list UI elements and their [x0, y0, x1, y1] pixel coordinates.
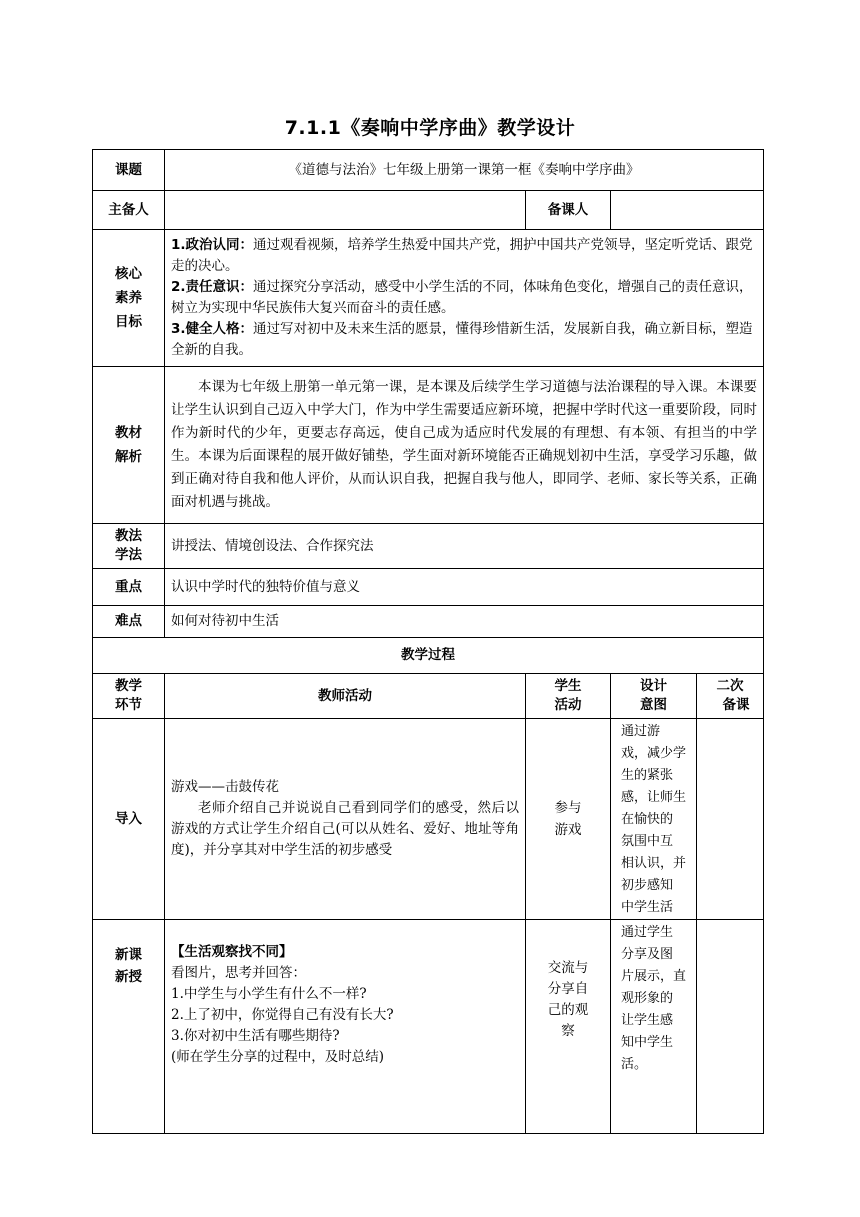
header-second: 二次 备课 [697, 674, 764, 719]
row-stage-new [93, 920, 764, 1134]
stage-intro-second [697, 719, 764, 920]
co-preparer-label: 备课人 [526, 191, 611, 230]
stage-intro-design: 通过游 戏，减少学 生的紧张 感，让师生 在愉快的 氛围中互 相认识，并 初步感知 中学生活 [611, 719, 697, 920]
row-topic [93, 150, 764, 191]
header-teacher: 教师活动 [165, 674, 526, 719]
teacher-line: 3.你对初中生活有哪些期待? [171, 1028, 340, 1044]
goal-item: 1.政治认同：通过观看视频，培养学生热爱中国共产党，拥护中国共产党领导，坚定听党话、跟党走的决心。 [171, 237, 753, 274]
goal-item: 2.责任意识：通过探究分享活动，感受中小学生活的不同，体味角色变化，增强自己的责任意识，树立为实现中华民族伟大复兴而奋斗的责任感。 [171, 279, 753, 316]
co-preparer-value [611, 191, 764, 230]
key-point-label: 重点 [93, 569, 165, 606]
teacher-line: 1.中学生与小学生有什么不一样? [171, 986, 367, 1002]
analysis-content: 本课为七年级上册第一单元第一课，是本课及后续学生学习道德与法治课程的导入课。本课要让学生认识到自己迈入中学大门，作为中学生需要适应新环境，把握中学时代这一重要阶段，同时作为新时代的少年，更要志存高远，使自己成为适应时代发展的有理想、有本领、有担当的中学生。本课为后面课程的展开做好铺垫，学生面对新环境能否正确规划初中生活，享受学习乐趣，做到正确对待自我和他人评价，从而认识自我，把握自我与他人，即同学、老师、家长等关系，正确面对机遇与挑战。 [165, 367, 764, 524]
topic-label: 课题 [93, 150, 165, 191]
stage-intro-student: 参与 游戏 [526, 719, 611, 920]
document-title: 7.1.1《奏响中学序曲》教学设计 [284, 117, 576, 139]
header-design: 设计 意图 [611, 674, 697, 719]
header-student: 学生 活动 [526, 674, 611, 719]
lesson-plan-table [92, 149, 764, 1134]
topic-value: 《道德与法治》七年级上册第一课第一框《奏响中学序曲》 [165, 150, 764, 191]
teacher-activity-title: 游戏——击鼓传花 [171, 779, 279, 795]
teacher-line: 2.上了初中，你觉得自己有没有长大? [171, 1007, 394, 1023]
stage-intro-label: 导入 [93, 719, 165, 920]
stage-new-student: 交流与 分享自 己的观 察 [526, 920, 611, 1134]
row-process-header [93, 674, 764, 719]
stage-new-label: 新课 新授 [93, 920, 165, 1134]
teacher-line: (师在学生分享的过程中，及时总结) [171, 1049, 385, 1065]
difficulty-value: 如何对待初中生活 [165, 606, 764, 638]
analysis-label: 教材 解析 [93, 367, 165, 524]
stage-new-design: 通过学生 分享及图 片展示，直 观形象的 让学生感 知中学生 活。 [611, 920, 697, 1134]
stage-new-teacher [165, 920, 526, 1134]
goal-item: 3.健全人格：通过写对初中及未来生活的愿景，懂得珍惜新生活，发展新自我，确立新目标，塑造全新的自我。 [171, 321, 753, 358]
goals-label: 核心 素养 目标 [93, 230, 165, 367]
row-analysis [93, 367, 764, 524]
goals-content [165, 230, 764, 367]
row-goals [93, 230, 764, 367]
row-difficulty [93, 606, 764, 638]
methods-value: 讲授法、情境创设法、合作探究法 [165, 524, 764, 569]
teacher-activity-text: 老师介绍自己并说说自己看到同学们的感受，然后以游戏的方式让学生介绍自己(可以从姓名、爱好、地址等角度)，并分享其对中学生活的初步感受 [171, 800, 519, 858]
stage-intro-teacher [165, 719, 526, 920]
preparer-value [165, 191, 526, 230]
teacher-line: 看图片，思考并回答： [171, 965, 306, 981]
preparer-label: 主备人 [93, 191, 165, 230]
row-methods [93, 524, 764, 569]
process-title: 教学过程 [93, 638, 764, 674]
methods-label: 教法 学法 [93, 524, 165, 569]
difficulty-label: 难点 [93, 606, 165, 638]
stage-new-second [697, 920, 764, 1134]
row-key-point [93, 569, 764, 606]
key-point-value: 认识中学时代的独特价值与意义 [165, 569, 764, 606]
row-preparer [93, 191, 764, 230]
row-process-title [93, 638, 764, 674]
row-stage-intro [93, 719, 764, 920]
teacher-activity-title: 【生活观察找不同】 [171, 944, 293, 960]
header-stage: 教学 环节 [93, 674, 165, 719]
